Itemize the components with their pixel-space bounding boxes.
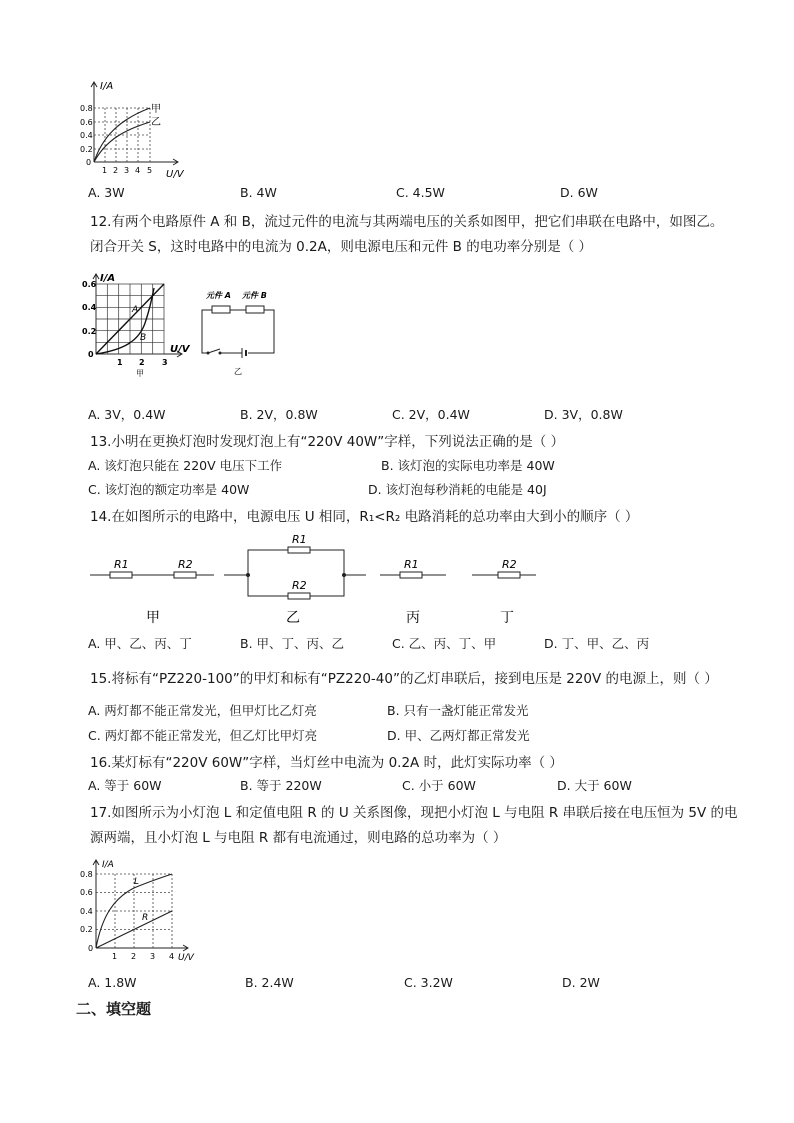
q11-option-d[interactable]: D. 6W bbox=[560, 185, 598, 200]
q12-option-c[interactable]: C. 2V，0.4W bbox=[392, 407, 470, 422]
q14-option-a[interactable]: A. 甲、乙、丙、丁 bbox=[88, 636, 192, 651]
q13-option-d[interactable]: D. 该灯泡每秒消耗的电能是 40J bbox=[368, 482, 547, 497]
q17-ytick: 0.2 bbox=[80, 925, 93, 934]
q16-option-d[interactable]: D. 大于 60W bbox=[557, 778, 632, 793]
q14-r1-label: R1 bbox=[404, 558, 419, 571]
section-heading: 二、填空题 bbox=[76, 1000, 152, 1018]
q17-option-d[interactable]: D. 2W bbox=[562, 975, 600, 990]
q12-ytick: 0.4 bbox=[82, 303, 97, 312]
q15-option-a[interactable]: A. 两灯都不能正常发光，但甲灯比乙灯亮 bbox=[88, 703, 317, 718]
q17-ytick: 0.4 bbox=[80, 907, 93, 916]
q12-question-text: 12.有两个电路原件 A 和 B，流过元件的电流与其两端电压的关系如图甲，把它们串联在电路中，如图乙。 bbox=[90, 214, 724, 230]
q15-option-c[interactable]: C. 两灯都不能正常发光，但乙灯比甲灯亮 bbox=[88, 728, 318, 743]
q16-option-b[interactable]: B. 等于 220W bbox=[240, 778, 322, 793]
q14-option-d[interactable]: D. 丁、甲、乙、丙 bbox=[544, 636, 650, 651]
q17-question-text: 17.如图所示为小灯泡 L 和定值电阻 R 的 U 关系图像，现把小灯泡 L 与电阻 R 串联后接在电压恒为 5V 的电 bbox=[90, 805, 738, 821]
q12-x-axis-label: U/V bbox=[170, 344, 190, 355]
q13-option-b[interactable]: B. 该灯泡的实际电功率是 40W bbox=[381, 458, 555, 473]
q12-fig-a-caption: 甲 bbox=[136, 369, 144, 378]
q13-option-a[interactable]: A. 该灯泡只能在 220V 电压下工作 bbox=[88, 458, 283, 473]
q12-xtick: 2 bbox=[139, 358, 145, 367]
q12-y-axis-label: I/A bbox=[100, 273, 116, 284]
q11-option-a[interactable]: A. 3W bbox=[88, 185, 125, 200]
q14-option-b[interactable]: B. 甲、丁、丙、乙 bbox=[240, 636, 345, 651]
q17-option-c[interactable]: C. 3.2W bbox=[404, 975, 453, 990]
q12-fig-b-caption: 乙 bbox=[234, 367, 242, 376]
q16-question-text: 16.某灯标有“220V 60W”字样，当灯丝中电流为 0.2A 时，此灯实际功率（ ） bbox=[90, 755, 563, 771]
q14-r2-label: R2 bbox=[178, 558, 193, 571]
q17-ytick: 0.6 bbox=[80, 888, 93, 897]
q14-caption-d: 丁 bbox=[500, 610, 514, 626]
q12-curve-b-label: B bbox=[140, 333, 147, 343]
q14-r1-label: R1 bbox=[292, 533, 307, 546]
q11-xtick: 1 bbox=[102, 166, 108, 175]
q14-r2-label: R2 bbox=[502, 558, 517, 571]
q14-caption-c: 丙 bbox=[406, 610, 420, 626]
q14-question-text: 14.在如图所示的电路中，电源电压 U 相同，R₁<R₂ 电路消耗的总功率由大到小的顺序（ ） bbox=[90, 509, 639, 525]
q14-caption-b: 乙 bbox=[286, 610, 300, 626]
q17-curve-l-label: L bbox=[134, 877, 140, 887]
q11-option-c[interactable]: C. 4.5W bbox=[396, 185, 445, 200]
q12-option-b[interactable]: B. 2V，0.8W bbox=[240, 407, 318, 422]
q12-option-d[interactable]: D. 3V，0.8W bbox=[544, 407, 623, 422]
q11-curve-b bbox=[94, 122, 150, 162]
q11-option-b[interactable]: B. 4W bbox=[240, 185, 277, 200]
q14-r2-label: R2 bbox=[292, 579, 307, 592]
q12-ytick: 0 bbox=[88, 350, 94, 359]
q12-xtick: 1 bbox=[117, 358, 123, 367]
q14-circuits bbox=[80, 528, 560, 630]
q11-curve-b-label: 乙 bbox=[151, 117, 161, 128]
q12-graph-a bbox=[82, 270, 192, 378]
q17-option-a[interactable]: A. 1.8W bbox=[88, 975, 137, 990]
q17-question-text-cont: 源两端，且小灯泡 L 与电阻 R 都有电流通过，则电路的总功率为（ ） bbox=[90, 830, 507, 846]
q11-y-axis-label: I/A bbox=[100, 81, 114, 92]
q17-ytick: 0.8 bbox=[80, 870, 93, 879]
q12-xtick: 3 bbox=[162, 358, 168, 367]
q11-curve-a-label: 甲 bbox=[151, 104, 161, 115]
q15-question-text: 15.将标有“PZ220-100”的甲灯和标有“PZ220-40”的乙灯串联后，接到电压是 220V 的电源上，则（ ） bbox=[90, 671, 718, 687]
q12-curve-a-label: A bbox=[132, 305, 139, 315]
q12-option-a[interactable]: A. 3V，0.4W bbox=[88, 407, 166, 422]
q14-r1-label: R1 bbox=[114, 558, 129, 571]
q11-ytick: 0.8 bbox=[80, 104, 93, 113]
q12-element-a-label: 元件 A bbox=[206, 291, 231, 300]
q12-ytick: 0.6 bbox=[82, 280, 97, 289]
q17-xtick: 4 bbox=[169, 952, 175, 961]
q11-graph bbox=[80, 78, 190, 182]
q17-x-axis-label: U/V bbox=[178, 953, 194, 963]
q12-ytick: 0.2 bbox=[82, 327, 97, 336]
q17-ytick: 0 bbox=[88, 944, 94, 953]
q15-option-b[interactable]: B. 只有一盏灯能正常发光 bbox=[387, 703, 529, 718]
q11-xtick: 5 bbox=[147, 166, 153, 175]
q17-graph bbox=[80, 856, 200, 964]
q17-option-b[interactable]: B. 2.4W bbox=[245, 975, 294, 990]
q17-xtick: 2 bbox=[131, 952, 137, 961]
q11-ytick: 0 bbox=[86, 158, 92, 167]
q11-x-axis-label: U/V bbox=[166, 169, 184, 180]
q17-xtick: 1 bbox=[112, 952, 118, 961]
q11-xtick: 2 bbox=[113, 166, 119, 175]
q13-question-text: 13.小明在更换灯泡时发现灯泡上有“220V 40W”字样，下列说法正确的是（ ） bbox=[90, 434, 565, 450]
q11-ytick: 0.6 bbox=[80, 118, 93, 127]
q14-option-c[interactable]: C. 乙、丙、丁、甲 bbox=[392, 636, 497, 651]
q17-y-axis-label: I/A bbox=[102, 860, 114, 870]
q12-element-b-label: 元件 B bbox=[242, 291, 267, 300]
q11-ytick: 0.4 bbox=[80, 131, 93, 140]
q16-option-c[interactable]: C. 小于 60W bbox=[402, 778, 476, 793]
q13-option-c[interactable]: C. 该灯泡的额定功率是 40W bbox=[88, 482, 250, 497]
q11-ytick: 0.2 bbox=[80, 145, 93, 154]
q15-option-d[interactable]: D. 甲、乙两灯都正常发光 bbox=[387, 728, 530, 743]
q14-caption-a: 甲 bbox=[146, 610, 160, 626]
q11-xtick: 4 bbox=[135, 166, 141, 175]
q17-xtick: 3 bbox=[150, 952, 156, 961]
q16-option-a[interactable]: A. 等于 60W bbox=[88, 778, 162, 793]
q12-circuit-b bbox=[198, 288, 278, 376]
q11-xtick: 3 bbox=[124, 166, 130, 175]
q17-curve-r-label: R bbox=[142, 913, 149, 923]
q12-question-text-cont: 闭合开关 S，这时电路中的电流为 0.2A，则电源电压和元件 B 的电功率分别是（ ） bbox=[90, 239, 592, 255]
